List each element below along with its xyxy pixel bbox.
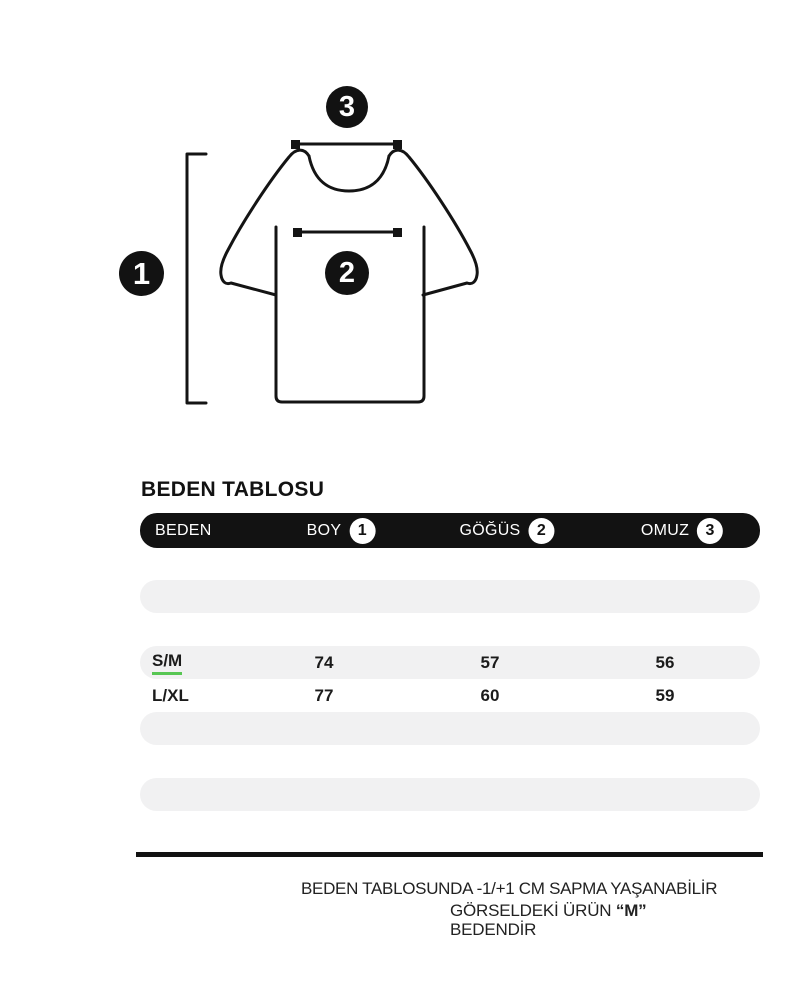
header-chest-column — [459, 513, 547, 548]
size-label-sm — [152, 646, 182, 679]
chest-measure-badge: 2 — [325, 251, 369, 295]
length-number-badge: 1 — [349, 518, 375, 544]
chest-number-badge: 2 — [529, 518, 555, 544]
sm-length-value: 74 — [314, 652, 334, 672]
tshirt-right-sleeve — [389, 150, 477, 295]
chest-line-end-right — [393, 228, 402, 237]
header-shoulder-label: OMUZ — [640, 521, 690, 539]
header-length-column — [306, 513, 367, 548]
size-table-body — [140, 580, 760, 811]
shoulder-line-end-right — [393, 140, 402, 149]
table-row-sm — [140, 646, 760, 679]
size-label-lxl: L/XL — [152, 685, 189, 705]
table-stripe-row — [140, 613, 760, 646]
tshirt-left-sleeve — [221, 150, 309, 295]
table-stripe-row — [140, 712, 760, 745]
length-dimension-bracket — [187, 154, 206, 403]
lxl-shoulder-value: 59 — [655, 685, 675, 705]
model-size-note-line2: BEDENDİR — [450, 920, 537, 939]
shoulder-measure-badge: 3 — [326, 86, 368, 128]
header-shoulder-column — [640, 513, 715, 548]
shoulder-number-badge: 3 — [697, 518, 723, 544]
table-row-lxl — [140, 679, 760, 712]
length-measure-badge: 1 — [119, 251, 164, 296]
lxl-length-value: 77 — [314, 685, 334, 705]
header-length-label: BOY — [306, 521, 342, 539]
lxl-chest-value: 60 — [480, 685, 500, 705]
model-size-note — [450, 901, 646, 939]
header-chest-label: GÖĞÜS — [459, 521, 521, 539]
shoulder-line-end-left — [291, 140, 300, 149]
model-size-value: “M” — [615, 901, 647, 920]
table-stripe-row — [140, 745, 760, 778]
table-stripe-row — [140, 580, 760, 613]
size-table-header — [140, 513, 760, 548]
table-stripe-row — [140, 778, 760, 811]
tshirt-diagram — [0, 0, 800, 460]
tshirt-neckline — [309, 156, 389, 191]
model-size-note-line1: GÖRSELDEKİ ÜRÜN “M” — [450, 901, 647, 920]
chest-line-end-left — [293, 228, 302, 237]
tolerance-note: BEDEN TABLOSUNDA -1/+1 CM SAPMA YAŞANABİLİR — [301, 879, 718, 898]
sm-shoulder-value: 56 — [655, 652, 675, 672]
size-table-title: BEDEN TABLOSU — [141, 478, 325, 501]
sm-chest-value: 57 — [480, 652, 500, 672]
footer-divider-line — [136, 852, 763, 857]
size-label-sm-text: S/M — [152, 651, 182, 675]
header-size-column: BEDEN — [155, 521, 212, 539]
